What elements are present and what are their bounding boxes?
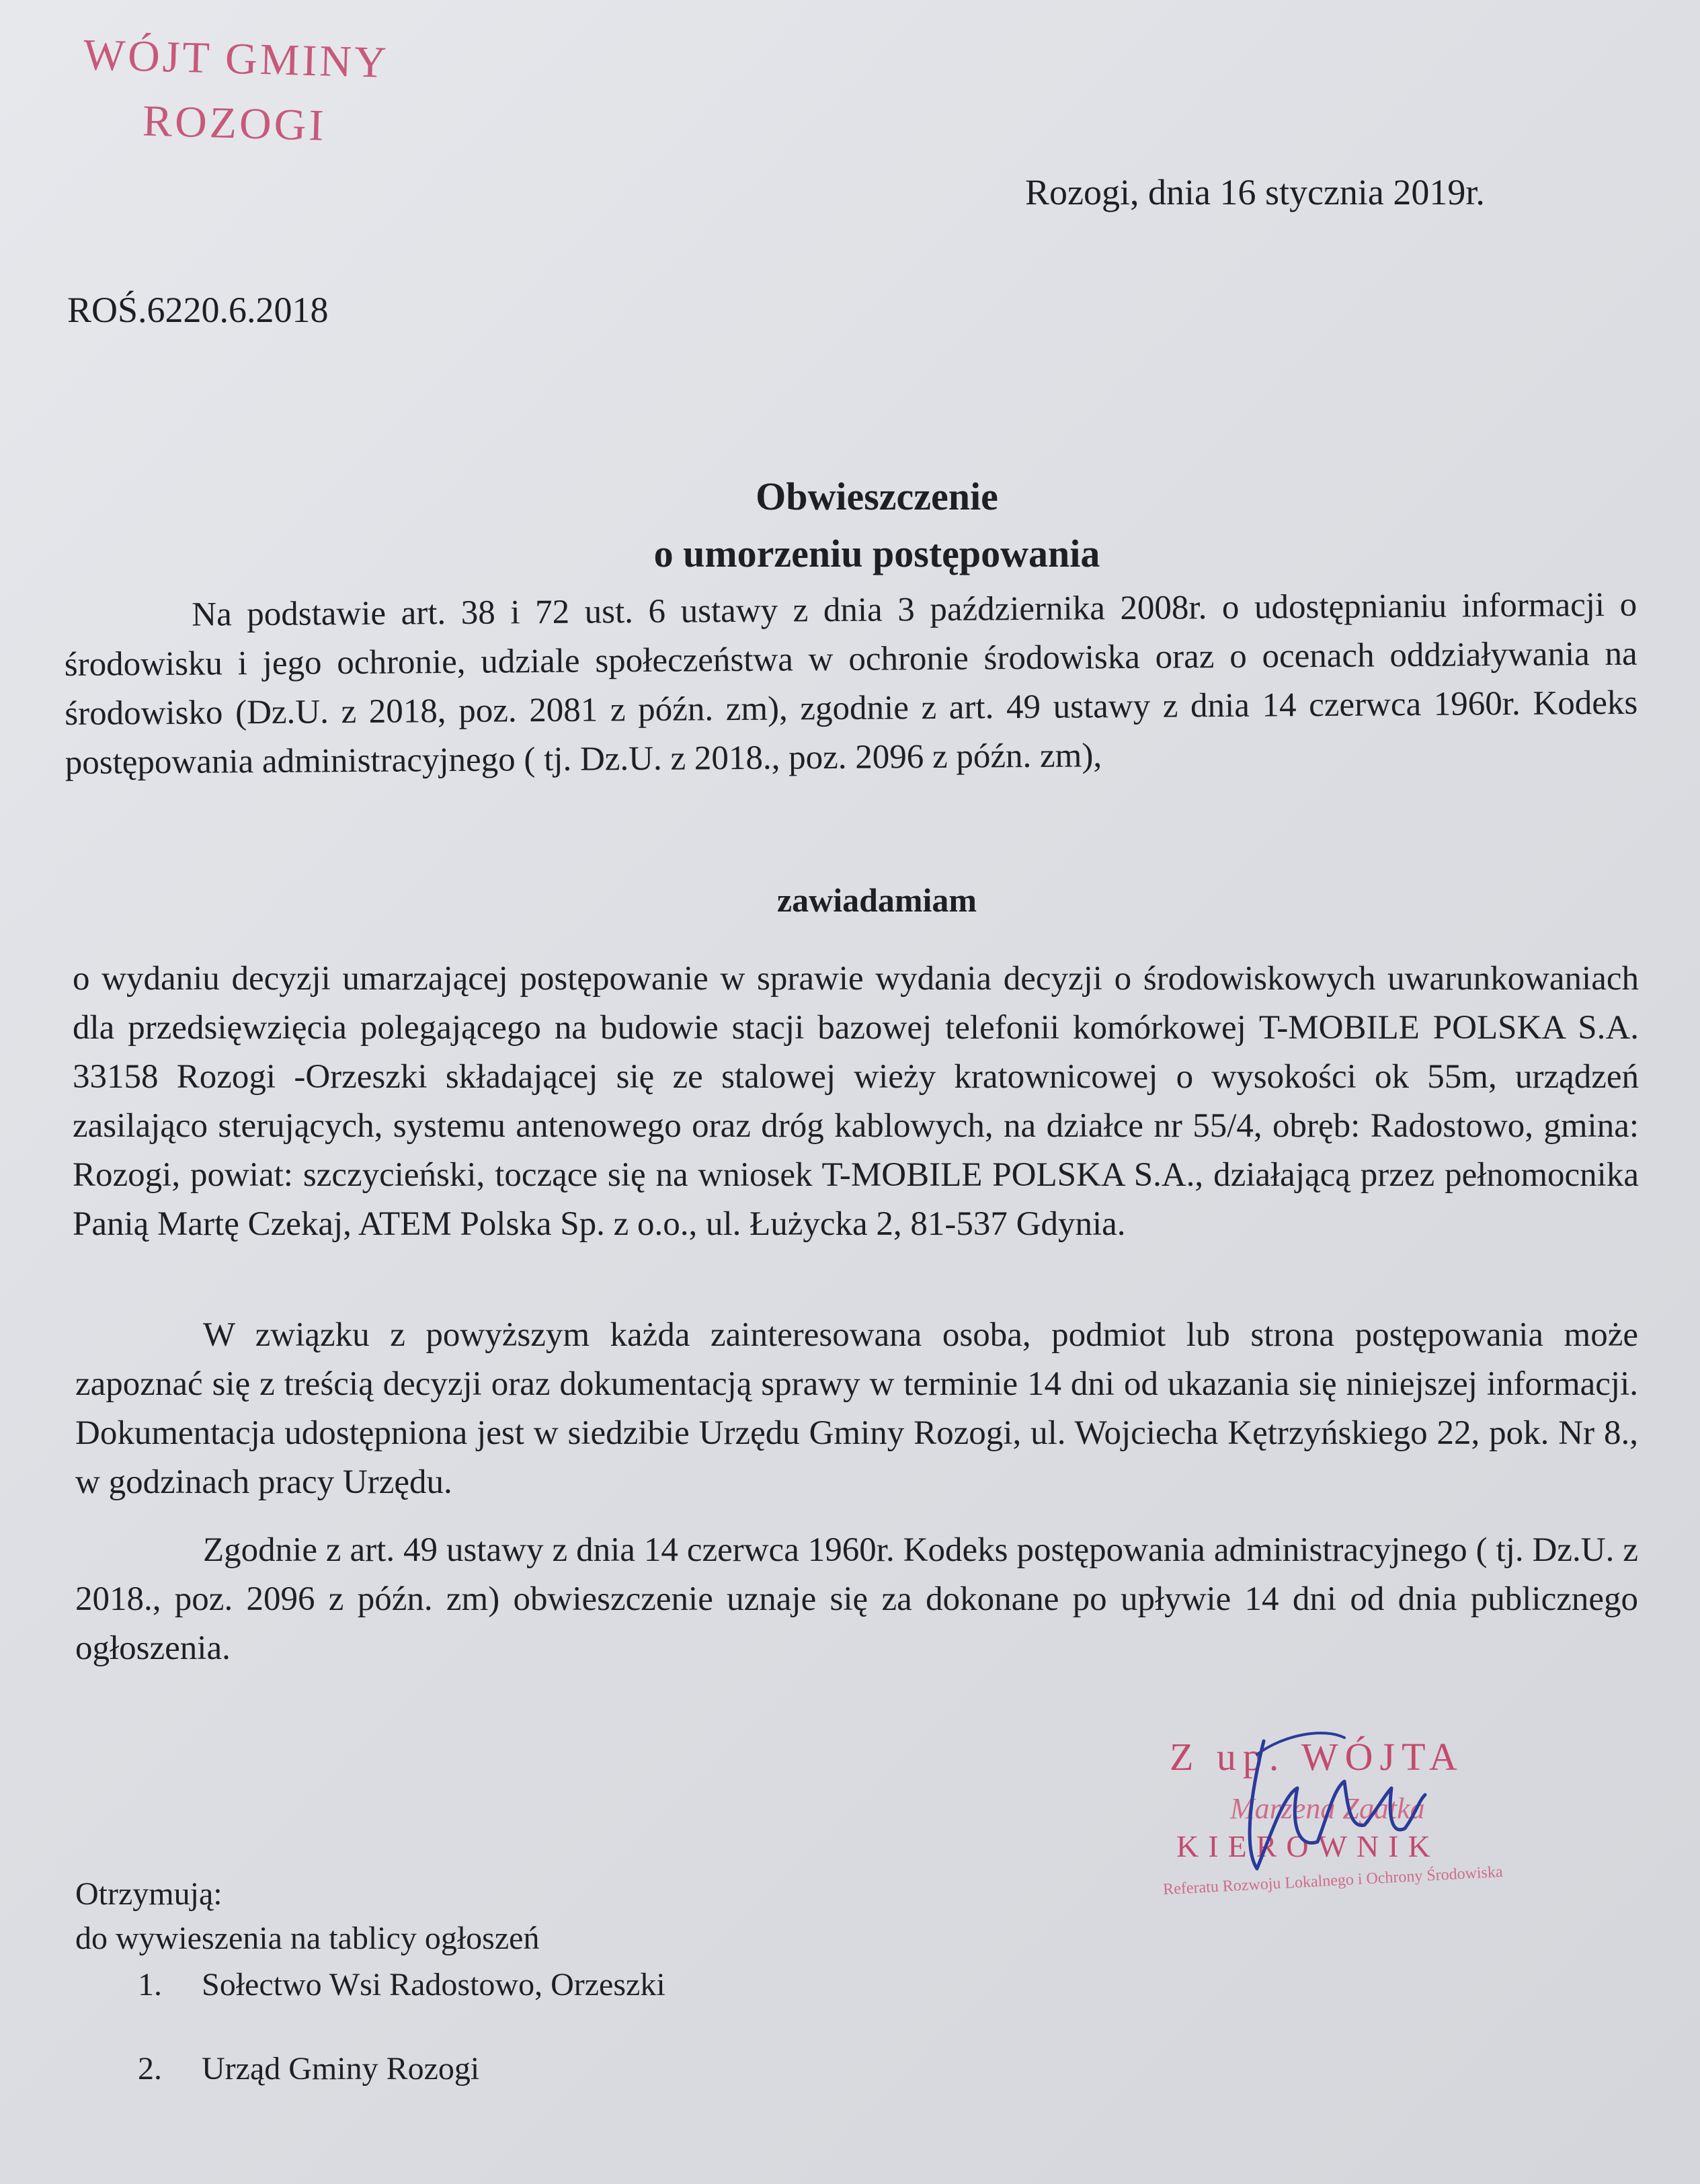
list-item (138, 1966, 665, 2003)
document-subtitle: o umorzeniu postępowania (653, 532, 1100, 575)
header-stamp-line2: ROZOGI (142, 96, 327, 151)
header-stamp (46, 22, 426, 161)
signature-stamp-line2: Marzena Zgatka (1230, 1792, 1425, 1825)
notice-word: zawiadamiam (776, 881, 977, 919)
paragraph-access: W związku z powyższym każda zainteresowana osoba, podmiot lub strona postępowania może zapoznać się z treścią decyzji oraz dokumentacją sprawy w terminie 14 dni od ukazania się niniejszej informacji. Dokumentacja udostępniona jest w siedzibie Urzędu Gminy Rozogi, ul. Wojciecha Kętrzyńskiego 22, pok. Nr 8., w godzinach pracy Urzędu. (75, 1316, 1638, 1501)
document-title: Obwieszczenie (756, 475, 998, 518)
recipients-heading-line2: do wywieszenia na tablicy ogłoszeń (75, 1920, 540, 1956)
header-stamp-line1: WÓJT GMINY (82, 30, 390, 87)
recipients-heading-line1: Otrzymują: (75, 1876, 222, 1912)
list-item-text: Sołectwo Wsi Radostowo, Orzeszki (202, 1967, 665, 2003)
list-item (138, 2050, 479, 2087)
reference-number: ROŚ.6220.6.2018 (67, 290, 329, 330)
signature-stamp-line4: Referatu Rozwoju Lokalnego i Ochrony Środowiska (1162, 1863, 1504, 1899)
recipients-heading (75, 1872, 539, 1961)
date-line: Rozogi, dnia 16 stycznia 2019r. (1025, 172, 1485, 212)
list-item-text: Urząd Gminy Rozogi (202, 2051, 480, 2087)
signature-stamp-line3: KIEROWNIK (1176, 1829, 1440, 1863)
list-item-number: 1. (138, 1967, 162, 2003)
paragraph-legal-basis: Na podstawie art. 38 i 72 ust. 6 ustawy z dnia 3 października 2008r. o udostępnianiu informacji o środowisku i jego ochronie, udziale społeczeństwa w ochronie środowiska oraz o ocenach oddziaływania na środowisko (Dz.U. z 2018, poz. 2081 z późn. zm), zgodnie z art. 49 ustawy z dnia 14 czerwca 1960r. Kodeks postępowania administracyjnego ( tj. Dz.U. z 2018., poz. 2096 z późn. zm), (64, 585, 1638, 782)
paragraph-effective: Zgodnie z art. 49 ustawy z dnia 14 czerwca 1960r. Kodeks postępowania administracyjnego ( tj. Dz.U. z 2018., poz. 2096 z późn. zm) obwieszczenie uznaje się za dokonane po upływie 14 dni od dnia publicznego ogłoszenia. (75, 1531, 1638, 1667)
list-item-number: 2. (138, 2051, 162, 2087)
handwritten-signature (1183, 1714, 1465, 1889)
signature-stamp (1143, 1721, 1613, 1923)
signature-stamp-line1: Z up. WÓJTA (1170, 1735, 1464, 1779)
paragraph-decision: o wydaniu decyzji umarzającej postępowanie w sprawie wydania decyzji o środowiskowych uwarunkowaniach dla przedsięwzięcia polegającego na budowie stacji bazowej telefonii komórkowej T-MOBILE POLSKA S.A. 33158 Rozogi -Orzeszki składającej się ze stalowej wieży kratownicowej o wysokości ok 55m, urządzeń zasilająco sterujących, systemu antenowego oraz dróg kablowych, na działce nr 55/4, obręb: Radostowo, gmina: Rozogi, powiat: szczycieński, toczące się na wniosek T-MOBILE POLSKA S.A., działającą przez pełnomocnika Panią Martę Czekaj, ATEM Polska Sp. z o.o., ul. Łużycka 2, 81-537 Gdynia. (73, 960, 1639, 1243)
